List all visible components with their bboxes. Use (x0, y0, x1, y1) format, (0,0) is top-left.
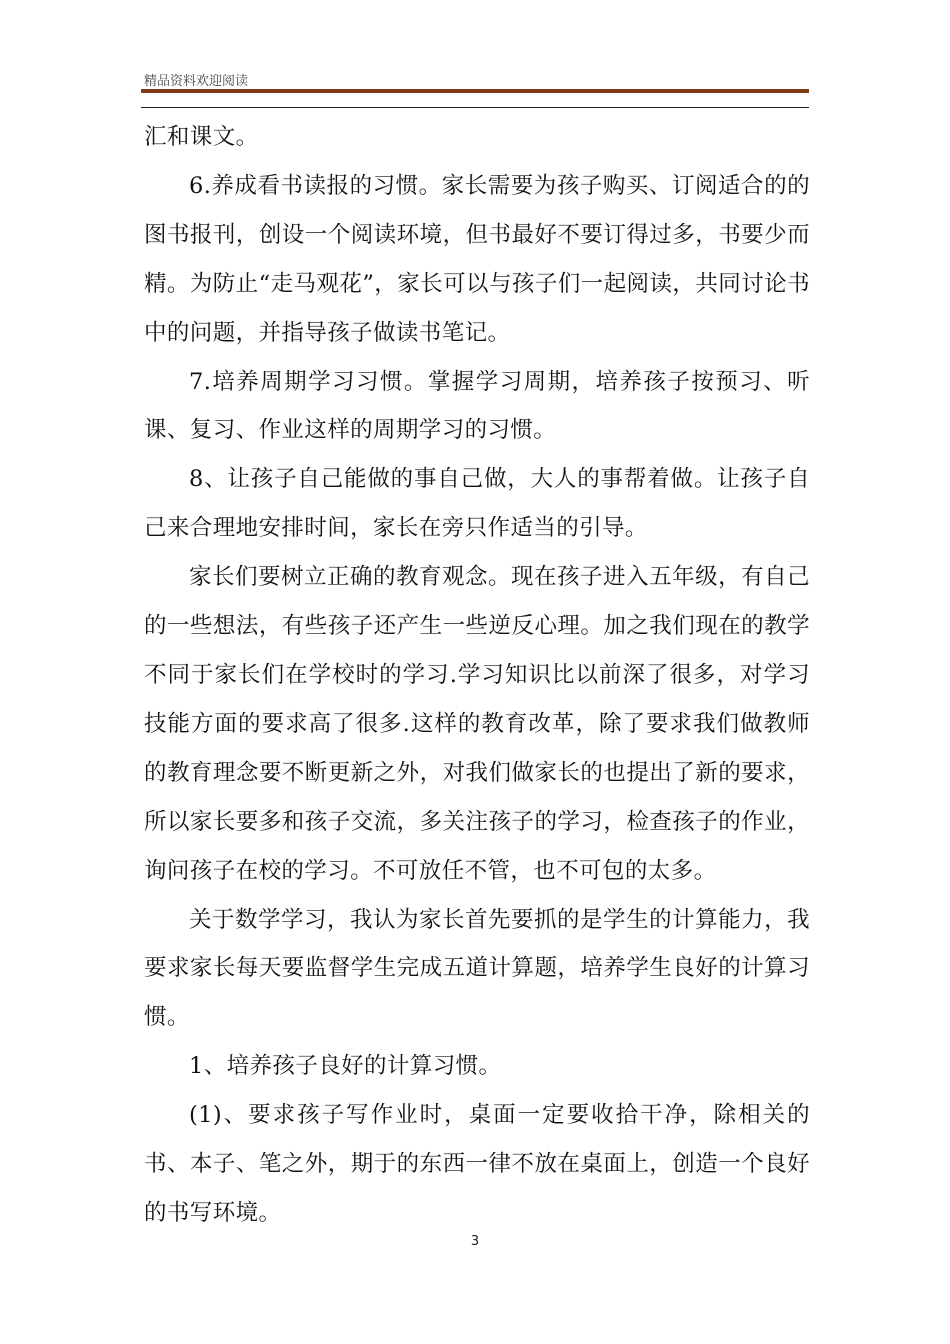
paragraph-4: 8、让孩子自己能做的事自己做，大人的事帮着做。让孩子自己来合理地安排时间，家长在旁只作适当的引导。 (144, 466, 810, 542)
paragraph-3: 7.培养周期学习习惯。掌握学习周期，培养孩子按预习、听课、复习、作业这样的周期学习的习惯。 (144, 368, 810, 444)
page-number: 3 (470, 1234, 480, 1249)
paragraph-5: 家长们要树立正确的教育观念。现在孩子进入五年级，有自己的一些想法，有些孩子还产生一些逆反心理。加之我们现在的教学不同于家长们在学校时的学习.学习知识比以前深了很多，对学习技能方面的要求高了很多.这样的教育改革，除了要求我们做教师的教育理念要不断更新之外，对我们做家长的也提出了新的要求，所以家长要多和孩子交流，多关注孩子的学习，检查孩子的作业，询问孩子在校的学习。不可放任不管，也不可包的太多。 (144, 564, 810, 884)
paragraph-1: 汇和课文。 (144, 124, 259, 150)
paragraph-6: 关于数学学习，我认为家长首先要抓的是学生的计算能力，我要求家长每天要监督学生完成五道计算题，培养学生良好的计算习惯。 (144, 906, 810, 1031)
paragraph-8: (1)、要求孩子写作业时，桌面一定要收拾干净，除相关的书、本子、笔之外，期于的东西一律不放在桌面上，创造一个良好的书写环境。 (144, 1102, 810, 1226)
header-rule-thin (141, 107, 809, 108)
paragraph-7: 1、培养孩子良好的计算习惯。 (189, 1053, 502, 1080)
paragraph-2: 6.养成看书读报的习惯。家长需要为孩子购买、订阅适合的的图书报刊，创设一个阅读环境，但书最好不要订得过多，书要少而精。为防止“走马观花”，家长可以与孩子们一起阅读，共同讨论书中的问题，并指导孩子做读书笔记。 (144, 172, 810, 346)
header-rule-thick (141, 89, 809, 93)
page-header-text: 精品资料欢迎阅读 (144, 74, 249, 89)
document-body (144, 113, 810, 1238)
